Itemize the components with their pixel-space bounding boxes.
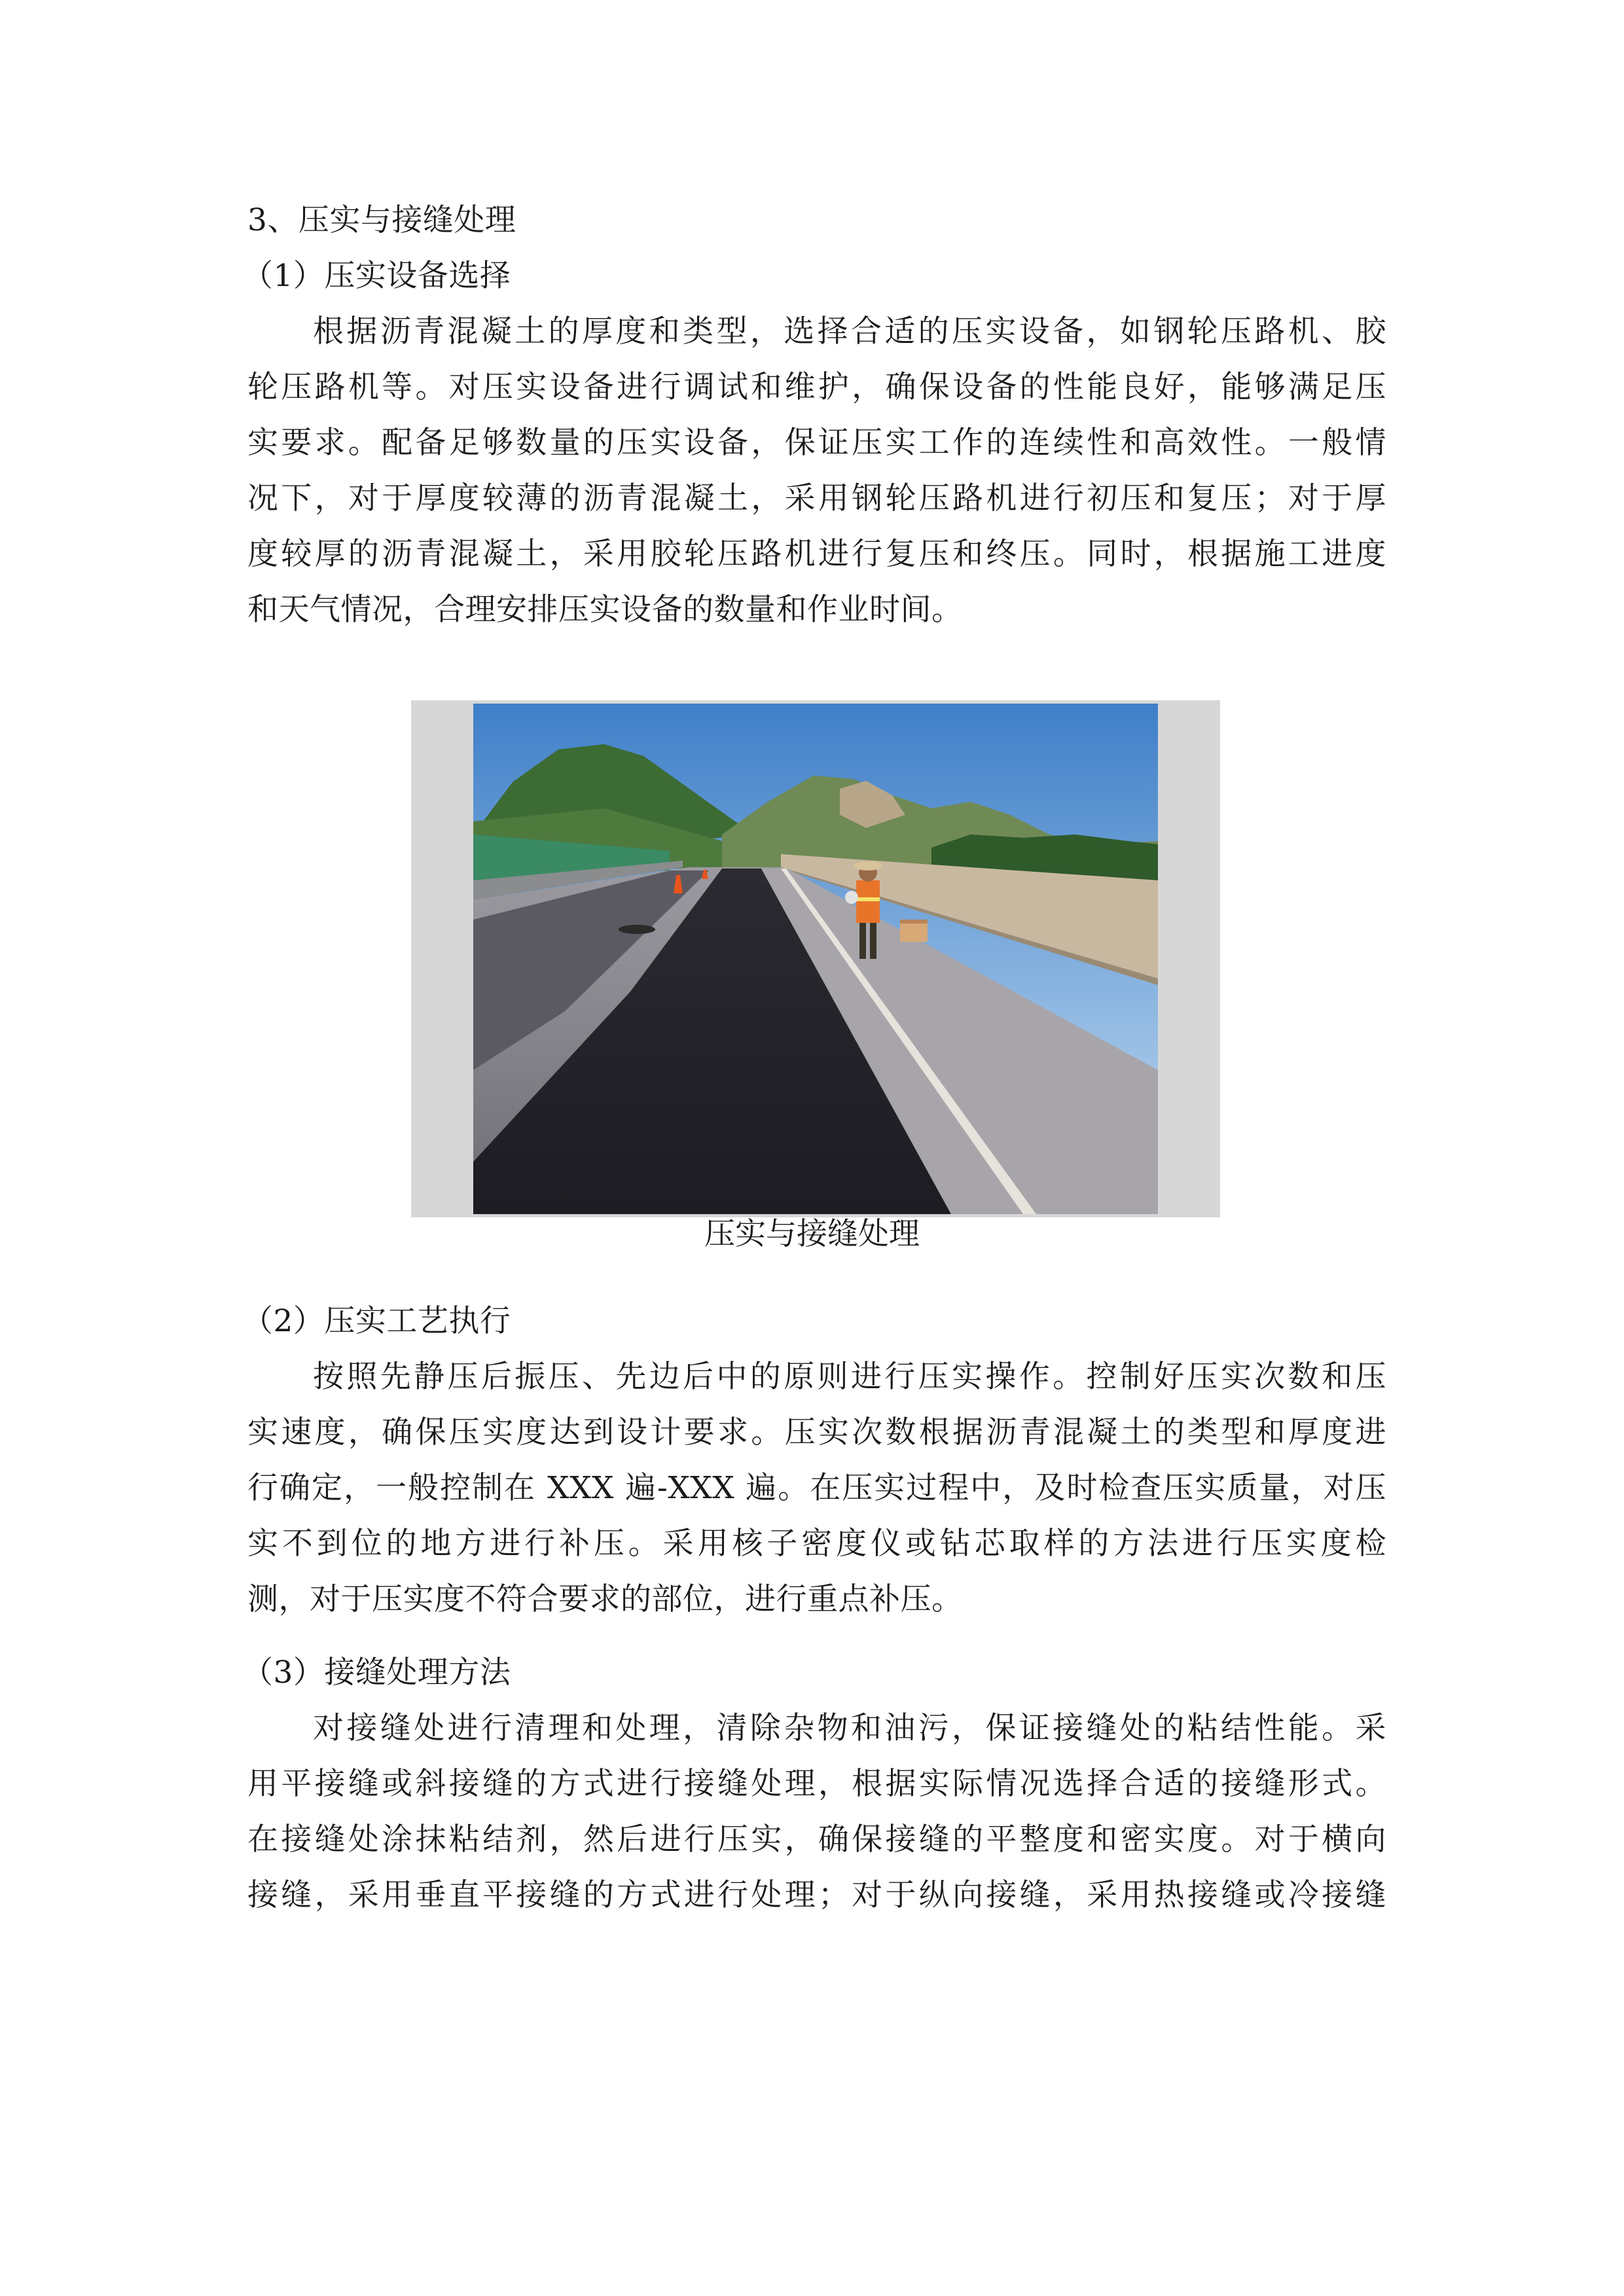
paragraph-line: 轮压路机等。对压实设备进行调试和维护，确保设备的性能良好，能够满足压 bbox=[247, 369, 1386, 405]
paragraph-line: 对接缝处进行清理和处理，清除杂物和油污，保证接缝处的粘结性能。采 bbox=[313, 1710, 1386, 1746]
section-heading: 3、压实与接缝处理 bbox=[247, 202, 516, 238]
paragraph-line: 实速度，确保压实度达到设计要求。压实次数根据沥青混凝土的类型和厚度进 bbox=[247, 1414, 1386, 1450]
paragraph-line: 用平接缝或斜接缝的方式进行接缝处理，根据实际情况选择合适的接缝形式。 bbox=[247, 1766, 1386, 1802]
paragraph-line: 根据沥青混凝土的厚度和类型，选择合适的压实设备，如钢轮压路机、胶 bbox=[313, 314, 1386, 350]
paragraph-line: 行确定，一般控制在 XXX 遍-XXX 遍。在压实过程中，及时检查压实质量，对压 bbox=[247, 1470, 1386, 1506]
figure-frame bbox=[411, 700, 1220, 1217]
paragraph-line: 度较厚的沥青混凝土，采用胶轮压路机进行复压和终压。同时，根据施工进度 bbox=[247, 536, 1386, 572]
paragraph-line: 接缝，采用垂直平接缝的方式进行处理；对于纵向接缝，采用热接缝或冷接缝 bbox=[247, 1877, 1386, 1913]
paragraph-line: 按照先静压后振压、先边后中的原则进行压实操作。控制好压实次数和压 bbox=[313, 1359, 1386, 1395]
sub-heading-2: （2）压实工艺执行 bbox=[242, 1303, 511, 1339]
figure-caption: 压实与接缝处理 bbox=[704, 1216, 920, 1252]
paragraph-line: 况下，对于厚度较薄的沥青混凝土，采用钢轮压路机进行初压和复压；对于厚 bbox=[247, 480, 1386, 516]
sub-heading-3: （3）接缝处理方法 bbox=[242, 1655, 511, 1691]
sub-heading-1: （1）压实设备选择 bbox=[242, 258, 511, 294]
paragraph-line: 实要求。配备足够数量的压实设备，保证压实工作的连续性和高效性。一般情 bbox=[247, 425, 1386, 461]
road-photo bbox=[473, 704, 1158, 1214]
paragraph-line: 实不到位的地方进行补压。采用核子密度仪或钻芯取样的方法进行压实度检 bbox=[247, 1526, 1386, 1562]
paragraph-line: 在接缝处涂抹粘结剂，然后进行压实，确保接缝的平整度和密实度。对于横向 bbox=[247, 1821, 1386, 1857]
paragraph-line: 测，对于压实度不符合要求的部位，进行重点补压。 bbox=[247, 1581, 963, 1617]
paragraph-line: 和天气情况，合理安排压实设备的数量和作业时间。 bbox=[247, 592, 963, 628]
